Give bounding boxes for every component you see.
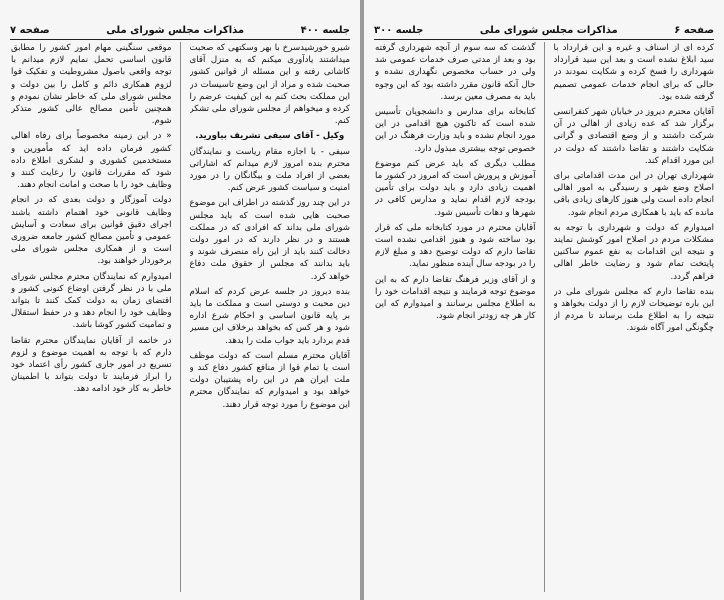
column-divider (180, 42, 181, 592)
right-page-column-right (553, 42, 715, 592)
paragraph: سیفی - با اجازه مقام ریاست و نمایندگان محترم بنده امروز لازم میدانم که اشاراتی بعضی از افراد ملت و بیگانگان را در مورد امنیت و سیاست کشور عرض کنم. (189, 146, 350, 194)
left-page-column-right (189, 42, 351, 592)
speaker-heading: وکیل - آقای سیفی تشریف بیاورید. (195, 131, 345, 142)
paragraph: گذشت که سه سوم از آنچه شهرداری گرفته بود و بعد از مدتی صرف خدمات عمومی شد ولی در حساب مخصوص نگهداری نشده و حال آنکه قانون مقرر داشته بود که این وجوه باید به مصرف معین برسد. (375, 43, 536, 102)
paragraph: موقعی سنگینی مهام امور کشور را مطابق قانون اساسی تحمل نمایم لازم میدانم با توجه واقعی باصول مشروطیت و تفکیک قوا لزوم همکاری دائم و کامل را بین دولت و مجلس شورای ملی که خاطر نشان نمودم و همچنین تأمین مصالح عالی کشور متذکر شوم. (11, 43, 172, 127)
paragraph: آقایان محترم مسلم است که دولت موظف است با تمام قوا از منافع کشور دفاع کند و ملت ایران هم در این راه پشتیبان دولت خواهد بود و امیدوارم که نمایندگان محترم این موضوع را مورد توجه قرار دهند. (189, 350, 350, 410)
paragraph: بنده تقاضا دارم که مجلس شورای ملی در این باره توضیحات لازم را از دولت بخواهد و نتیجه را به اطلاع ملت برساند تا مردم از چگونگی امور آگاه شوند. (553, 286, 714, 334)
paragraph: امیدوارم که دولت و شهرداری با توجه به مشکلات مردم در اصلاح امور کوشش نمایند و نتیجه این اقدامات به نفع عموم ساکنین پایتخت تمام شود و رضایت خاطر اهالی فراهم گردد. (553, 222, 714, 282)
left-page-column-left (10, 42, 172, 592)
left-page-header (10, 22, 350, 38)
paragraph: کرده ای از اسناف و غیره و این قرارداد با سید ابلاغ نشده است و بعد این سید قرارداد شهرداری را فسخ کرده و شکایت نمودند در حالی که برای انجام خدمات عمومی تصمیم گرفته شده بود. (553, 43, 714, 102)
left-header-rule (10, 39, 350, 40)
left-page-session: صفحه ۷ (10, 24, 50, 36)
right-page-number: صفحه ۶ (674, 24, 714, 36)
paragraph: شهرداری تهران در این مدت اقداماتی برای اصلاح وضع شهر و رسیدگی به امور اهالی انجام داده است ولی هنوز کارهای زیادی باقی مانده که باید با همکاری مردم انجام شود. (553, 171, 714, 218)
right-page-session: جلسه ۳۰۰ (374, 24, 424, 36)
left-page-number: جلسه ۴۰۰ (300, 24, 350, 36)
right-header-rule (374, 39, 714, 40)
left-page-columns (10, 42, 350, 592)
left-page-title: مذاکرات مجلس شورای ملی (106, 24, 245, 36)
paragraph: در این چند روز گذشته در اطراف این موضوع صحبت هایی شده است که باید مجلس شورای ملی بداند که افرادی که در مملکت هستند و در نظر دارند که در امور دولت دخالت کنند باید از این راه منصرف شوند و باید بدانند که مجلس از حقوق ملت دفاع خواهد کرد. (189, 198, 350, 282)
paragraph: آقایان محترم دیروز در خیابان شهر کنفرانسی برگزار شد که عده زیادی از اهالی در آن شرکت داشتند و از وضع اقتصادی و گرانی شکایت داشتند و تقاضا داشتند که دولت در این مورد اقدام کند. (553, 107, 714, 166)
paragraph: و از آقای وزیر فرهنگ تقاضا دارم که به این موضوع توجه فرمایند و نتیجه اقدامات خود را به اطلاع مجلس برسانند و امیدوارم که این کار هر چه زودتر انجام شود. (375, 274, 536, 322)
left-page (0, 0, 360, 600)
right-page-column-left (374, 42, 536, 592)
paragraph: « در این زمینه مخصوصاً برای رفاه اهالی کشور فرمان داده اید که مأمورین و مستخدمین کشوری و لشکری اطلاع داده شود که مقررات قانون را رعایت کنند و وظایف خود را با صحت و امانت انجام دهند. (11, 131, 172, 191)
paragraph: آقایان محترم در مورد کتابخانه ملی که قرار بود ساخته شود و هنوز اقدامی نشده است تقاضا دارم که دولت توضیح دهد و مبلغ لازم را در بودجه سال آینده منظور نماید. (375, 222, 536, 270)
paragraph: دولت آموزگار و دولت بعدی که در انجام وظایف قانونی خود اهتمام داشته باشند اجرای دقیق قوانین برای سعادت و آسایش عمومی و تأمین مصالح کشور جامعه ضروری است و از همکاری مجلس شورای ملی برخوردار خواهند بود. (11, 195, 172, 267)
right-page-columns (374, 42, 714, 592)
paragraph: کتابخانه برای مدارس و دانشجویان تأسیس شده است که تاکنون هیچ اقدامی در این مورد انجام نشده و باید وزارت فرهنگ در این خصوص توجه بیشتری مبذول دارد. (375, 107, 536, 154)
paragraph: شیرو خورشیدسرخ با بهر وسکتهی که صحبت میداشتند یادآوری میکنم که به منزل آقای کاشانی رفته و این مسئله از قوانین کشور صحبت شده و مراد از این وضع تاسیسات در این مملکت بحث کنم به این کیفیت عرضم را کرده و میخواهم از مجلس شورای ملی تشکر کنم. (189, 43, 350, 127)
column-divider (544, 42, 545, 592)
paragraph: بنده دیروز در جلسه عرض کردم که اسلام دین محبت و دوستی است و مملکت ما باید بر پایه قانون اساسی و احکام شرع اداره شود و هر کس که بخواهد برخلاف این مسیر قدم بردارد باید جواب ملت را بدهد. (189, 286, 350, 346)
paragraph: در خاتمه از آقایان نمایندگان محترم تقاضا دارم که با توجه به اهمیت موضوع و لزوم تسریع در امور جاری کشور رأی اعتماد خود را ابراز فرمایند تا دولت بتواند با اطمینان خاطر به کار خود ادامه دهد. (11, 335, 172, 395)
paragraph: امیدوارم که نمایندگان محترم مجلس شورای ملی با در نظر گرفتن اوضاع کنونی کشور و اقتضای زمان به دولت کمک کنند تا بتواند وظایف خود را انجام دهد و در حفظ استقلال و تمامیت کشور کوشا باشد. (11, 271, 172, 331)
paragraph: مطلب دیگری که باید عرض کنم موضوع آموزش و پرورش است که امروز در کشور ما اهمیت زیادی دارد و باید دولت برای تأمین بودجه لازم اقدام نماید و مدارس کافی در شهرها و دهات تأسیس شود. (375, 158, 536, 218)
right-page (364, 0, 724, 600)
right-page-header (374, 22, 714, 38)
right-page-title: مذاکرات مجلس شورای ملی (479, 24, 618, 36)
